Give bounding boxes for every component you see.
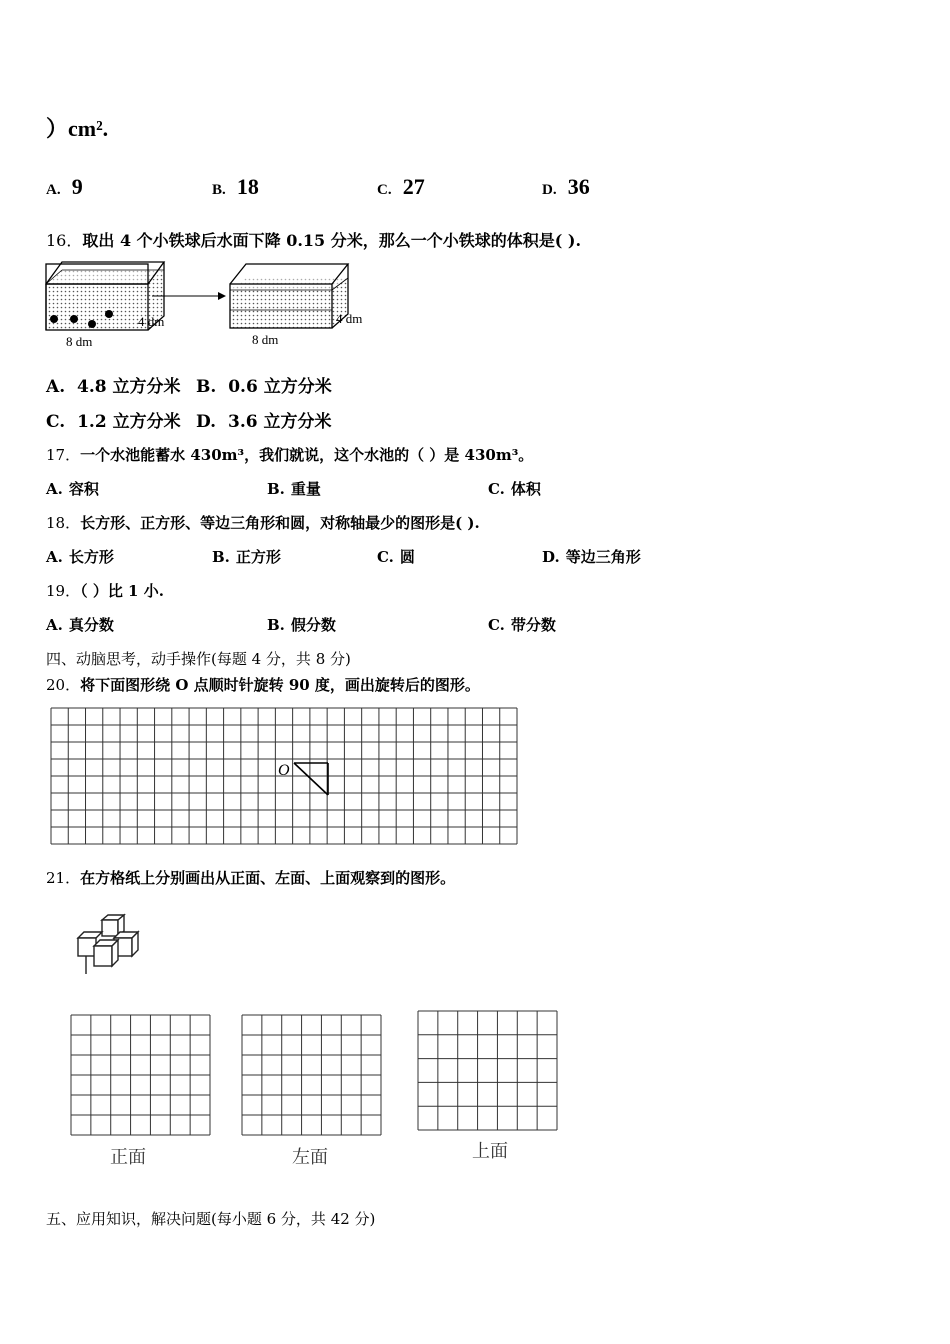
q15-option-d (542, 174, 590, 200)
q16-tank-figure (40, 258, 370, 353)
q19-option-b (267, 614, 336, 635)
option-letter: D. (196, 412, 217, 432)
question-number: 21． (46, 869, 81, 887)
option-letter: C. (46, 412, 66, 432)
option-text: 3.6 立方分米 (227, 412, 332, 432)
q17-option-a (46, 478, 99, 499)
point-o-label: O (278, 762, 290, 779)
option-text: 真分数 (68, 616, 114, 634)
option-text: 带分数 (510, 616, 556, 634)
height-label: 4 dm (336, 311, 363, 326)
option-letter: A. (46, 182, 61, 198)
question-text: （ ）比 1 小. (80, 582, 164, 600)
question-text: 将下面图形绕 O 点顺时针旋转 90 度，画出旋转后的图形。 (80, 676, 480, 694)
question-number: 16． (46, 231, 83, 250)
option-text: 假分数 (290, 616, 336, 634)
left-view-label: 左面 (292, 1147, 328, 1168)
question-text: 一个水池能蓄水 430m³，我们就说，这个水池的（ ）是 430m³。 (80, 446, 534, 464)
option-value: 18 (236, 174, 259, 199)
section-4-heading: 四、动脑思考，动手操作(每题 4 分，共 8 分) (46, 650, 351, 668)
option-letter: B. (212, 548, 230, 566)
width-label: 8 dm (252, 332, 279, 347)
option-value: 27 (402, 174, 425, 199)
option-value: 9 (71, 174, 83, 199)
option-text: 圆 (399, 548, 415, 566)
q19-option-c (488, 614, 556, 635)
question-number: 18． (46, 514, 81, 532)
option-letter: D. (542, 182, 557, 198)
top-view-grid (417, 1010, 558, 1131)
q19-option-a (46, 614, 114, 635)
q15-option-c (377, 174, 425, 200)
option-text: 长方形 (68, 548, 114, 566)
q15-tail: ）cm². (46, 116, 109, 141)
q16-question (46, 228, 581, 251)
q17-question (46, 444, 533, 465)
q18-option-b (212, 546, 281, 567)
q20-grid (50, 707, 518, 845)
q16-option-c (46, 407, 181, 432)
option-text: 1.2 立方分米 (77, 412, 181, 432)
q18-question (46, 512, 480, 533)
tank-after (230, 264, 362, 347)
question-text: 长方形、正方形、等边三角形和圆，对称轴最少的图形是( ). (80, 514, 480, 532)
iron-ball (70, 315, 78, 323)
option-letter: A. (46, 377, 66, 397)
option-text: 重量 (290, 480, 321, 498)
iron-ball (50, 315, 58, 323)
front-view-label: 正面 (110, 1147, 146, 1168)
option-text: 等边三角形 (565, 548, 641, 566)
q16-option-d (196, 407, 331, 432)
left-view-grid (241, 1014, 382, 1136)
option-letter: B. (267, 480, 285, 498)
q15-option-b (212, 174, 259, 200)
q20-question (46, 674, 480, 695)
option-letter: B. (196, 377, 217, 397)
option-letter: D. (542, 548, 560, 566)
option-letter: A. (46, 480, 63, 498)
option-letter: B. (267, 616, 285, 634)
option-letter: B. (212, 182, 226, 198)
section-5-heading: 五、应用知识，解决问题(每小题 6 分，共 42 分) (46, 1210, 376, 1228)
q21-cubes-figure (72, 912, 162, 984)
q21-question (46, 867, 455, 888)
q17-option-c (488, 478, 541, 499)
top-view-label: 上面 (472, 1141, 508, 1162)
q18-option-d (542, 546, 641, 567)
q18-option-a (46, 546, 114, 567)
question-text: 取出 4 个小铁球后水面下降 0.15 分米，那么一个小铁球的体积是( ). (82, 231, 582, 250)
height-label: 4 dm (138, 314, 165, 329)
option-text: 容积 (68, 480, 99, 498)
width-label: 8 dm (66, 334, 93, 349)
iron-ball (105, 310, 113, 318)
option-text: 体积 (510, 480, 541, 498)
q17-option-b (267, 478, 321, 499)
option-letter: C. (377, 182, 392, 198)
q15-option-a (46, 174, 83, 200)
option-letter: A. (46, 548, 63, 566)
option-letter: C. (488, 616, 505, 634)
option-letter: C. (377, 548, 394, 566)
option-value: 36 (567, 174, 590, 199)
q16-option-b (196, 372, 332, 397)
q19-question (46, 580, 164, 601)
option-letter: A. (46, 616, 63, 634)
option-text: 正方形 (235, 548, 281, 566)
option-text: 4.8 立方分米 (77, 377, 181, 397)
q16-option-a (46, 372, 181, 397)
option-text: 0.6 立方分米 (228, 377, 332, 397)
question-number: 17． (46, 446, 81, 464)
question-number: 20． (46, 676, 81, 694)
iron-ball (88, 320, 96, 328)
rotation-shape (294, 763, 328, 795)
question-text: 在方格纸上分别画出从正面、左面、上面观察到的图形。 (80, 869, 456, 887)
question-number: 19． (46, 582, 81, 600)
front-view-grid (70, 1014, 211, 1136)
tank-before (46, 262, 164, 349)
option-letter: C. (488, 480, 505, 498)
q18-option-c (377, 546, 415, 567)
